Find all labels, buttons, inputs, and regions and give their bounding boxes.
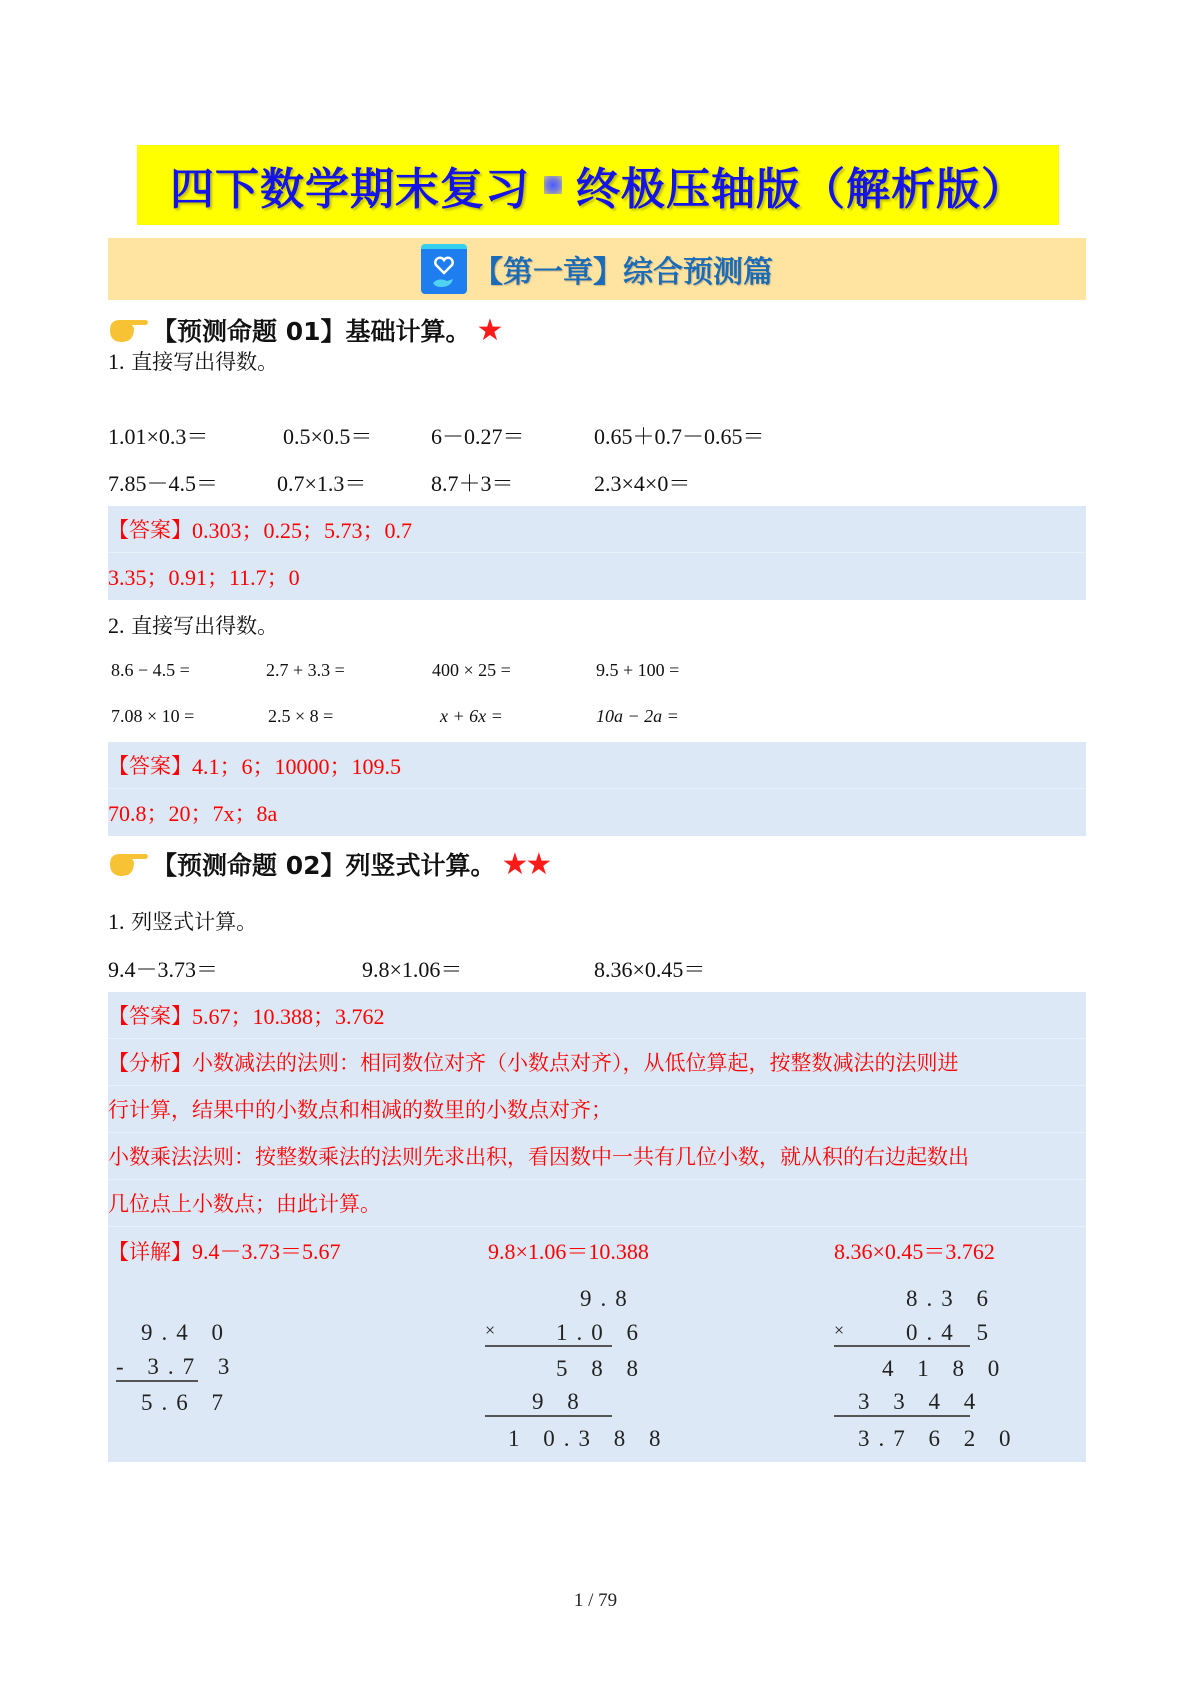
question-3-row-1: 9.4－3.73＝ 9.8×1.06＝ 8.36×0.45＝: [108, 957, 706, 982]
section-title-01: 【预测命题 01】基础计算。: [152, 317, 471, 346]
question-1-row-1: 1.01×0.3＝ 0.5×0.5＝ 6－0.27＝ 0.65＋0.7－0.65＝: [108, 424, 765, 449]
answer-text: 70.8；20；7x；8a: [108, 801, 278, 826]
analysis-text: 几位点上小数点；由此计算。: [108, 1192, 381, 1216]
section-heading-02: [108, 842, 549, 886]
detail-text: 9.4－3.73＝5.67: [192, 1239, 341, 1264]
answer-label: 【答案】: [108, 1004, 192, 1028]
analysis-label: 【分析】: [108, 1051, 192, 1075]
analysis-text: 小数乘法法则：按整数乘法的法则先求出积，看因数中一共有几位小数，就从积的右边起数出: [108, 1145, 969, 1169]
difficulty-stars-02: ★★: [501, 846, 550, 882]
title-left: 四下数学期末复习: [170, 164, 530, 215]
question-1-prompt: 1. 直接写出得数。: [108, 349, 279, 374]
answer-text: 4.1；6；10000；109.5: [192, 753, 402, 779]
question-2-row-2: 7.08 × 10 = 2.5 × 8 = x + 6x = 10a − 2a =: [111, 706, 679, 726]
analysis-text: 小数减法的法则：相同数位对齐（小数点对齐），从低位算起，按整数减法的法则进: [192, 1051, 959, 1075]
chapter-title: 【第一章】综合预测篇: [473, 255, 773, 290]
question-3-prompt: 1. 列竖式计算。: [108, 909, 258, 934]
pointing-hand-icon: [108, 314, 150, 346]
answer-label: 【答案】: [108, 518, 192, 542]
answer-text: 5.67；10.388；3.762: [192, 1003, 385, 1029]
question-1-row-2: 7.85－4.5＝ 0.7×1.3＝ 8.7＋3＝ 2.3×4×0＝: [108, 471, 691, 496]
difficulty-stars-01: ★: [476, 312, 501, 348]
question-2-prompt: 2. 直接写出得数。: [108, 613, 279, 638]
chapter-banner: [108, 238, 1086, 300]
analysis-text: 行计算，结果中的小数点和相减的数里的小数点对齐；: [108, 1098, 612, 1122]
detail-label: 【详解】: [108, 1239, 192, 1264]
heart-hand-clipboard-icon: [421, 244, 467, 294]
answer-box-q1: [108, 506, 1086, 600]
page-number: 1 / 79: [573, 1590, 618, 1611]
pointing-hand-icon: [108, 848, 150, 880]
question-2-row-1: 8.6 − 4.5 = 2.7 + 3.3 = 400 × 25 = 9.5 + 100 =: [111, 660, 680, 680]
document-title: [137, 145, 1059, 225]
title-right: 终极压轴版（解析版）: [576, 164, 1026, 215]
detail-text: 8.36×0.45＝3.762: [834, 1239, 995, 1264]
answer-text: 0.303；0.25；5.73；0.7: [192, 517, 413, 543]
answer-box-q2: [108, 742, 1086, 836]
title-separator-icon: [544, 176, 562, 194]
detail-text: 9.8×1.06＝10.388: [488, 1239, 649, 1264]
answer-label: 【答案】: [108, 754, 192, 778]
section-title-02: 【预测命题 02】列竖式计算。: [152, 851, 496, 880]
answer-text: 3.35；0.91；11.7；0: [108, 565, 300, 590]
